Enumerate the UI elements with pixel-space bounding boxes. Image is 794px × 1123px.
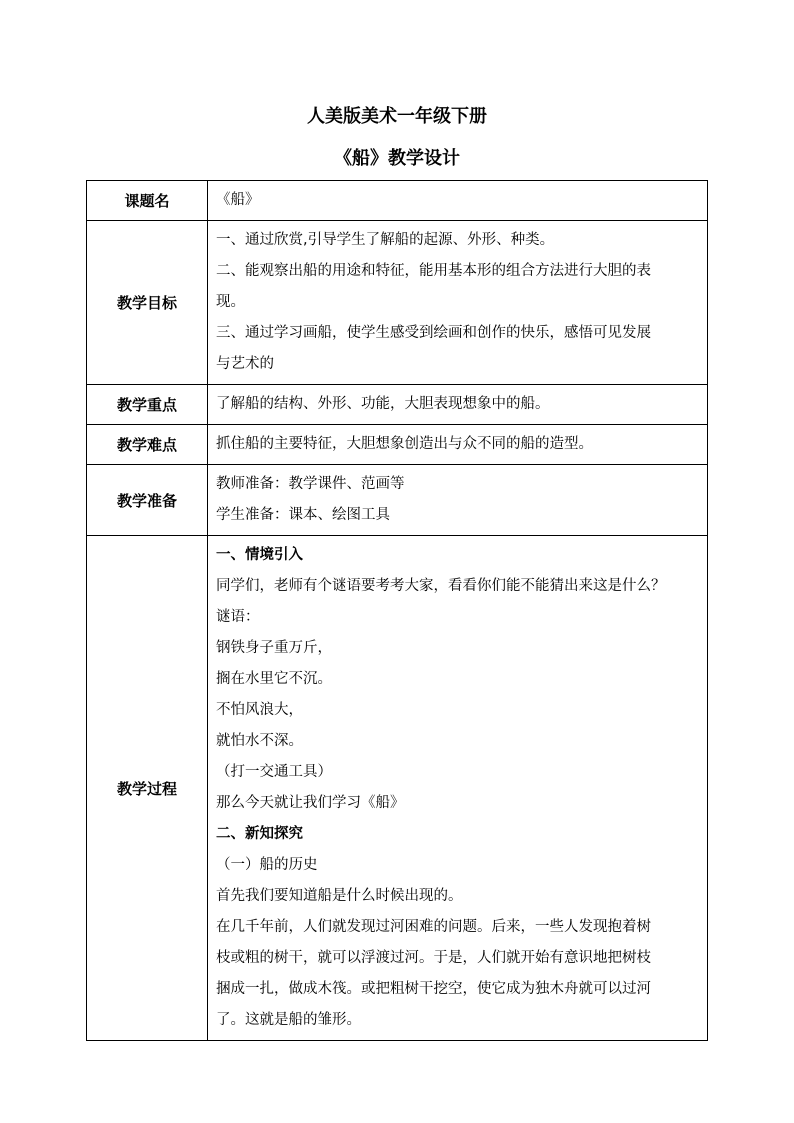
table-row [87, 465, 708, 536]
text-line: 那么今天就让我们学习《船》 [216, 795, 405, 811]
lesson-plan-table [86, 180, 708, 1041]
text-line: 谜语： [216, 609, 260, 625]
text-line: 不怕风浪大， [216, 702, 303, 718]
text-line: 与艺术的 [216, 356, 274, 372]
text-line: 捆成一扎，做成木筏。或把粗树干挖空，使它成为独木舟就可以过河 [216, 981, 651, 997]
table-row [87, 425, 708, 465]
text-line: 教师准备：教学课件、范画等 [216, 476, 405, 492]
row-label: 教学准备 [87, 465, 208, 536]
text-line: 一、通过欣赏,引导学生了解船的起源、外形、种类。 [216, 232, 555, 248]
row-label: 教学难点 [87, 425, 208, 465]
row-content [208, 536, 708, 1041]
row-content [208, 221, 708, 385]
text-line: 枝或粗的树干，就可以浮渡过河。于是，人们就开始有意识地把树枝 [216, 950, 651, 966]
text-line: 同学们，老师有个谜语要考考大家，看看你们能不能猜出来这是什么？ [216, 578, 666, 594]
row-content [208, 385, 708, 425]
row-content [208, 181, 708, 221]
text-line: 现。 [216, 294, 245, 310]
row-label: 课题名 [87, 181, 208, 221]
text-line: （打一交通工具） [216, 764, 332, 780]
row-content [208, 425, 708, 465]
text-line: 钢铁身子重万斤， [216, 640, 332, 656]
table-row [87, 385, 708, 425]
text-line: （一）船的历史 [216, 857, 318, 873]
text-line: 就怕水不深。 [216, 733, 303, 749]
row-label: 教学重点 [87, 385, 208, 425]
section-heading: 二、新知探究 [216, 826, 303, 842]
text-line: 二、能观察出船的用途和特征，能用基本形的组合方法进行大胆的表 [216, 263, 651, 279]
text-line: 《船》 [216, 192, 260, 208]
document-subtitle: 《船》教学设计 [334, 148, 460, 169]
row-content [208, 465, 708, 536]
row-label: 教学过程 [87, 536, 208, 1041]
table-row [87, 221, 708, 385]
text-line: 搁在水里它不沉。 [216, 671, 332, 687]
text-line: 了。这就是船的雏形。 [216, 1012, 361, 1028]
table-row [87, 536, 708, 1041]
table-row [87, 181, 708, 221]
document-title: 人美版美术一年级下册 [307, 106, 487, 127]
text-line: 三、通过学习画船，使学生感受到绘画和创作的快乐，感悟可见发展 [216, 325, 651, 341]
text-line: 首先我们要知道船是什么时候出现的。 [216, 888, 463, 904]
text-line: 抓住船的主要特征，大胆想象创造出与众不同的船的造型。 [216, 436, 593, 452]
row-label: 教学目标 [87, 221, 208, 385]
section-heading: 一、情境引入 [216, 547, 303, 563]
text-line: 在几千年前，人们就发现过河困难的问题。后来，一些人发现抱着树 [216, 919, 651, 935]
text-line: 学生准备：课本、绘图工具 [216, 507, 390, 523]
text-line: 了解船的结构、外形、功能，大胆表现想象中的船。 [216, 396, 550, 412]
